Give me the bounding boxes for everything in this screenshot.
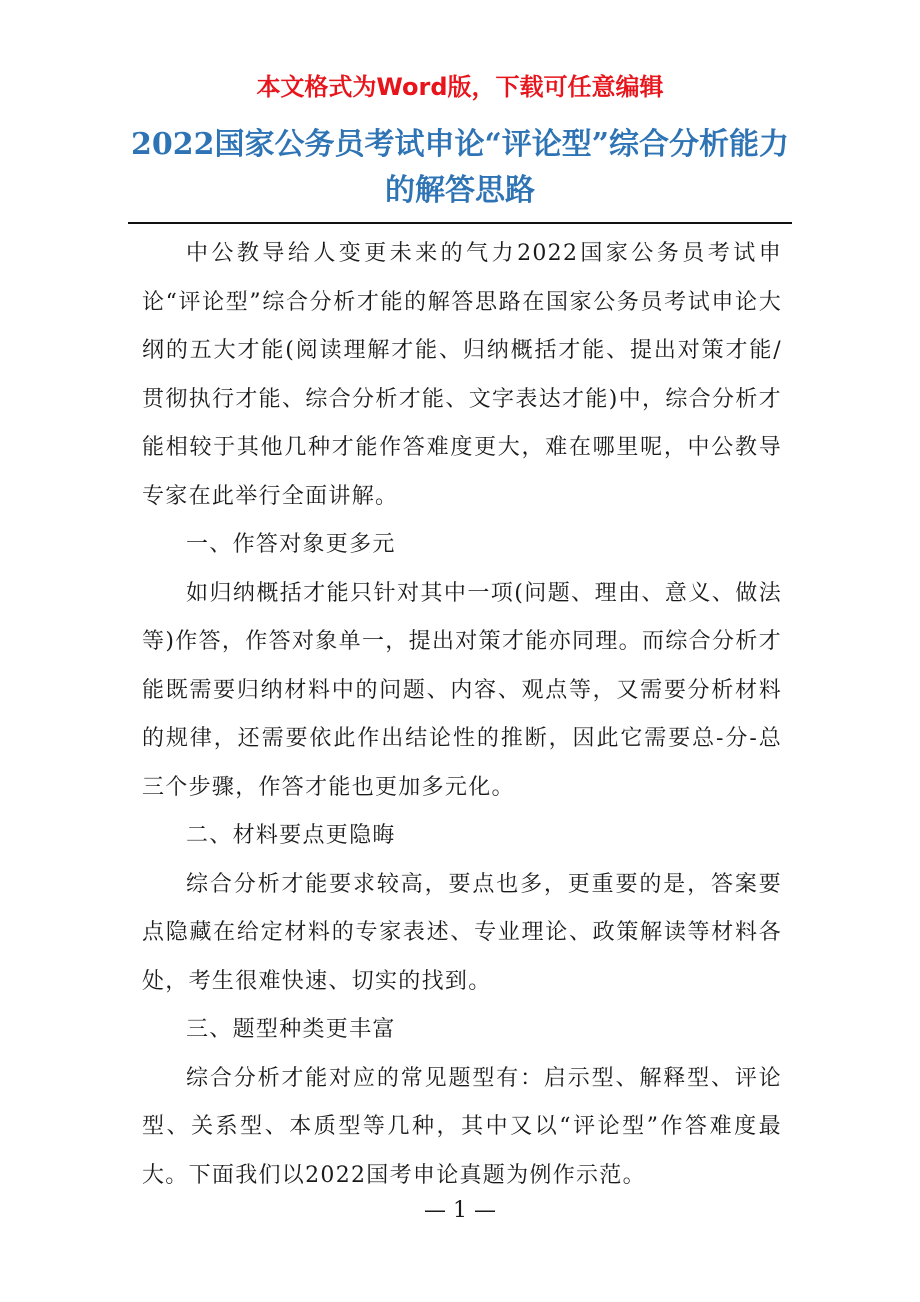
- download-notice: 本文格式为Word版，下载可任意编辑: [256, 73, 664, 101]
- page-number: — 1 —: [424, 1198, 496, 1223]
- page-title: 2022国家公务员考试申论“评论型”综合分析能力的解答思路: [130, 127, 789, 208]
- section-heading-3: 三、题型种类更丰富: [186, 1017, 396, 1042]
- title-divider: [128, 222, 792, 224]
- section-paragraph-1: 如归纳概括才能只针对其中一项(问题、理由、意义、做法等)作答，作答对象单一，提出对策才能亦同理。而综合分析才能既需要归纳材料中的问题、内容、观点等，又需要分析材料的规律，还需要依此作出结论性的推断，因此它需要总-分-总三个步骤，作答才能也更加多元化。: [142, 580, 782, 800]
- section-heading-1: 一、作答对象更多元: [186, 532, 396, 557]
- section-paragraph-3: 综合分析才能对应的常见题型有：启示型、解释型、评论型、关系型、本质型等几种，其中又以“评论型”作答难度最大。下面我们以2022国考申论真题为例作示范。: [142, 1065, 782, 1188]
- section-heading-2: 二、材料要点更隐晦: [186, 823, 396, 848]
- intro-paragraph: 中公教导给人变更未来的气力2022国家公务员考试申论“评论型”综合分析才能的解答思路在国家公务员考试申论大纲的五大才能(阅读理解才能、归纳概括才能、提出对策才能/贯彻执行才能、综合分析才能、文字表达才能)中，综合分析才能相较于其他几种才能作答难度更大，难在哪里呢，中公教导专家在此举行全面讲解。: [142, 241, 782, 509]
- section-paragraph-2: 综合分析才能要求较高，要点也多，更重要的是，答案要点隐藏在给定材料的专家表述、专业理论、政策解读等材料各处，考生很难快速、切实的找到。: [142, 871, 782, 994]
- document-body: [142, 230, 782, 1200]
